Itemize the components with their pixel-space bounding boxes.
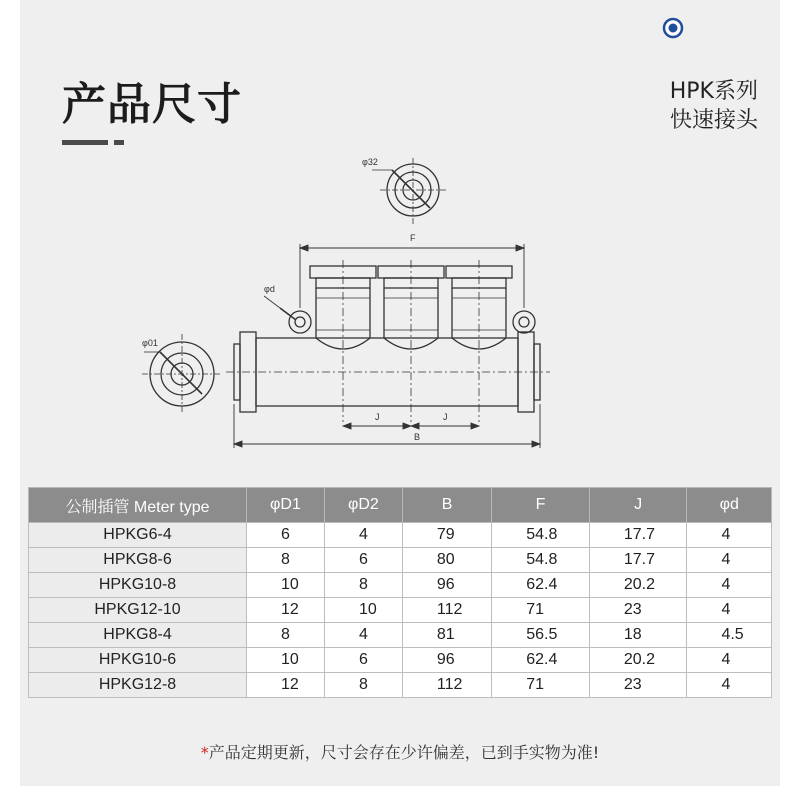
title-underline-accent (114, 140, 124, 145)
phi-d-label: φd (264, 284, 275, 294)
header-model: 公制插管 Meter type (29, 488, 247, 523)
cell-phi-d: 4.5 (687, 623, 772, 648)
cell-j: 18 (589, 623, 687, 648)
table-row (29, 548, 772, 573)
model-cell: HPKG8-4 (29, 623, 247, 648)
series-name: HPK系列 (669, 79, 758, 104)
table-row (29, 523, 772, 548)
target-icon (662, 17, 684, 39)
dimension-drawing (130, 148, 620, 460)
dim-b-label: B (414, 432, 421, 442)
cell-b: 79 (402, 523, 491, 548)
cell-phi-d1: 6 (247, 523, 325, 548)
end-view-top (362, 157, 448, 224)
header-phi-d1: φD1 (247, 488, 325, 523)
cell-phi-d: 4 (687, 523, 772, 548)
cell-f: 54.8 (492, 548, 590, 573)
cell-f: 62.4 (492, 573, 590, 598)
cell-phi-d1: 10 (247, 648, 325, 673)
cell-phi-d1: 12 (247, 673, 325, 698)
header-f: F (492, 488, 590, 523)
cell-phi-d1: 12 (247, 598, 325, 623)
cell-phi-d2: 8 (324, 573, 402, 598)
phi-d1-label: φ01 (142, 338, 158, 348)
title-underline (62, 140, 108, 145)
cell-phi-d1: 10 (247, 573, 325, 598)
page-title: 产品尺寸 (62, 79, 242, 130)
header-phi-d2: φD2 (324, 488, 402, 523)
cell-phi-d: 4 (687, 673, 772, 698)
model-cell: HPKG10-8 (29, 573, 247, 598)
cell-phi-d2: 10 (324, 598, 402, 623)
disclaimer-note (0, 740, 800, 763)
note-star: * (200, 743, 209, 762)
cell-f: 56.5 (492, 623, 590, 648)
spec-table (28, 487, 772, 698)
cell-b: 112 (402, 598, 491, 623)
cell-phi-d2: 6 (324, 648, 402, 673)
cell-b: 96 (402, 573, 491, 598)
cell-phi-d: 4 (687, 598, 772, 623)
cell-b: 81 (402, 623, 491, 648)
table-row (29, 598, 772, 623)
dim-j-label-2: J (443, 412, 448, 422)
table-row (29, 623, 772, 648)
dim-f-label: F (410, 233, 416, 243)
cell-phi-d1: 8 (247, 548, 325, 573)
cell-f: 62.4 (492, 648, 590, 673)
header-j: J (589, 488, 687, 523)
header-phi-d: φd (687, 488, 772, 523)
cell-b: 80 (402, 548, 491, 573)
cell-j: 20.2 (589, 648, 687, 673)
model-cell: HPKG6-4 (29, 523, 247, 548)
cell-b: 96 (402, 648, 491, 673)
model-cell: HPKG10-6 (29, 648, 247, 673)
note-text: 产品定期更新，尺寸会存在少许偏差，已到手实物为准! (208, 743, 600, 762)
cell-j: 23 (589, 673, 687, 698)
fitting-body (226, 260, 550, 422)
cell-f: 71 (492, 598, 590, 623)
cell-phi-d1: 8 (247, 623, 325, 648)
phi-d2-label: φ32 (362, 157, 378, 167)
model-cell: HPKG12-10 (29, 598, 247, 623)
cell-b: 112 (402, 673, 491, 698)
table-row (29, 573, 772, 598)
model-cell: HPKG8-6 (29, 548, 247, 573)
cell-phi-d: 4 (687, 548, 772, 573)
cell-phi-d: 4 (687, 573, 772, 598)
cell-phi-d2: 4 (324, 623, 402, 648)
product-name: 快速接头 (669, 108, 758, 133)
table-row (29, 673, 772, 698)
cell-phi-d2: 8 (324, 673, 402, 698)
dim-j-label-1: J (375, 412, 380, 422)
header-b: B (402, 488, 491, 523)
table-header-row (29, 488, 772, 523)
cell-j: 23 (589, 598, 687, 623)
cell-j: 17.7 (589, 523, 687, 548)
cell-f: 71 (492, 673, 590, 698)
cell-phi-d2: 4 (324, 523, 402, 548)
cell-j: 20.2 (589, 573, 687, 598)
table-row (29, 648, 772, 673)
cell-f: 54.8 (492, 523, 590, 548)
model-cell: HPKG12-8 (29, 673, 247, 698)
cell-phi-d: 4 (687, 648, 772, 673)
cell-phi-d2: 6 (324, 548, 402, 573)
cell-j: 17.7 (589, 548, 687, 573)
end-view-left (142, 334, 222, 414)
